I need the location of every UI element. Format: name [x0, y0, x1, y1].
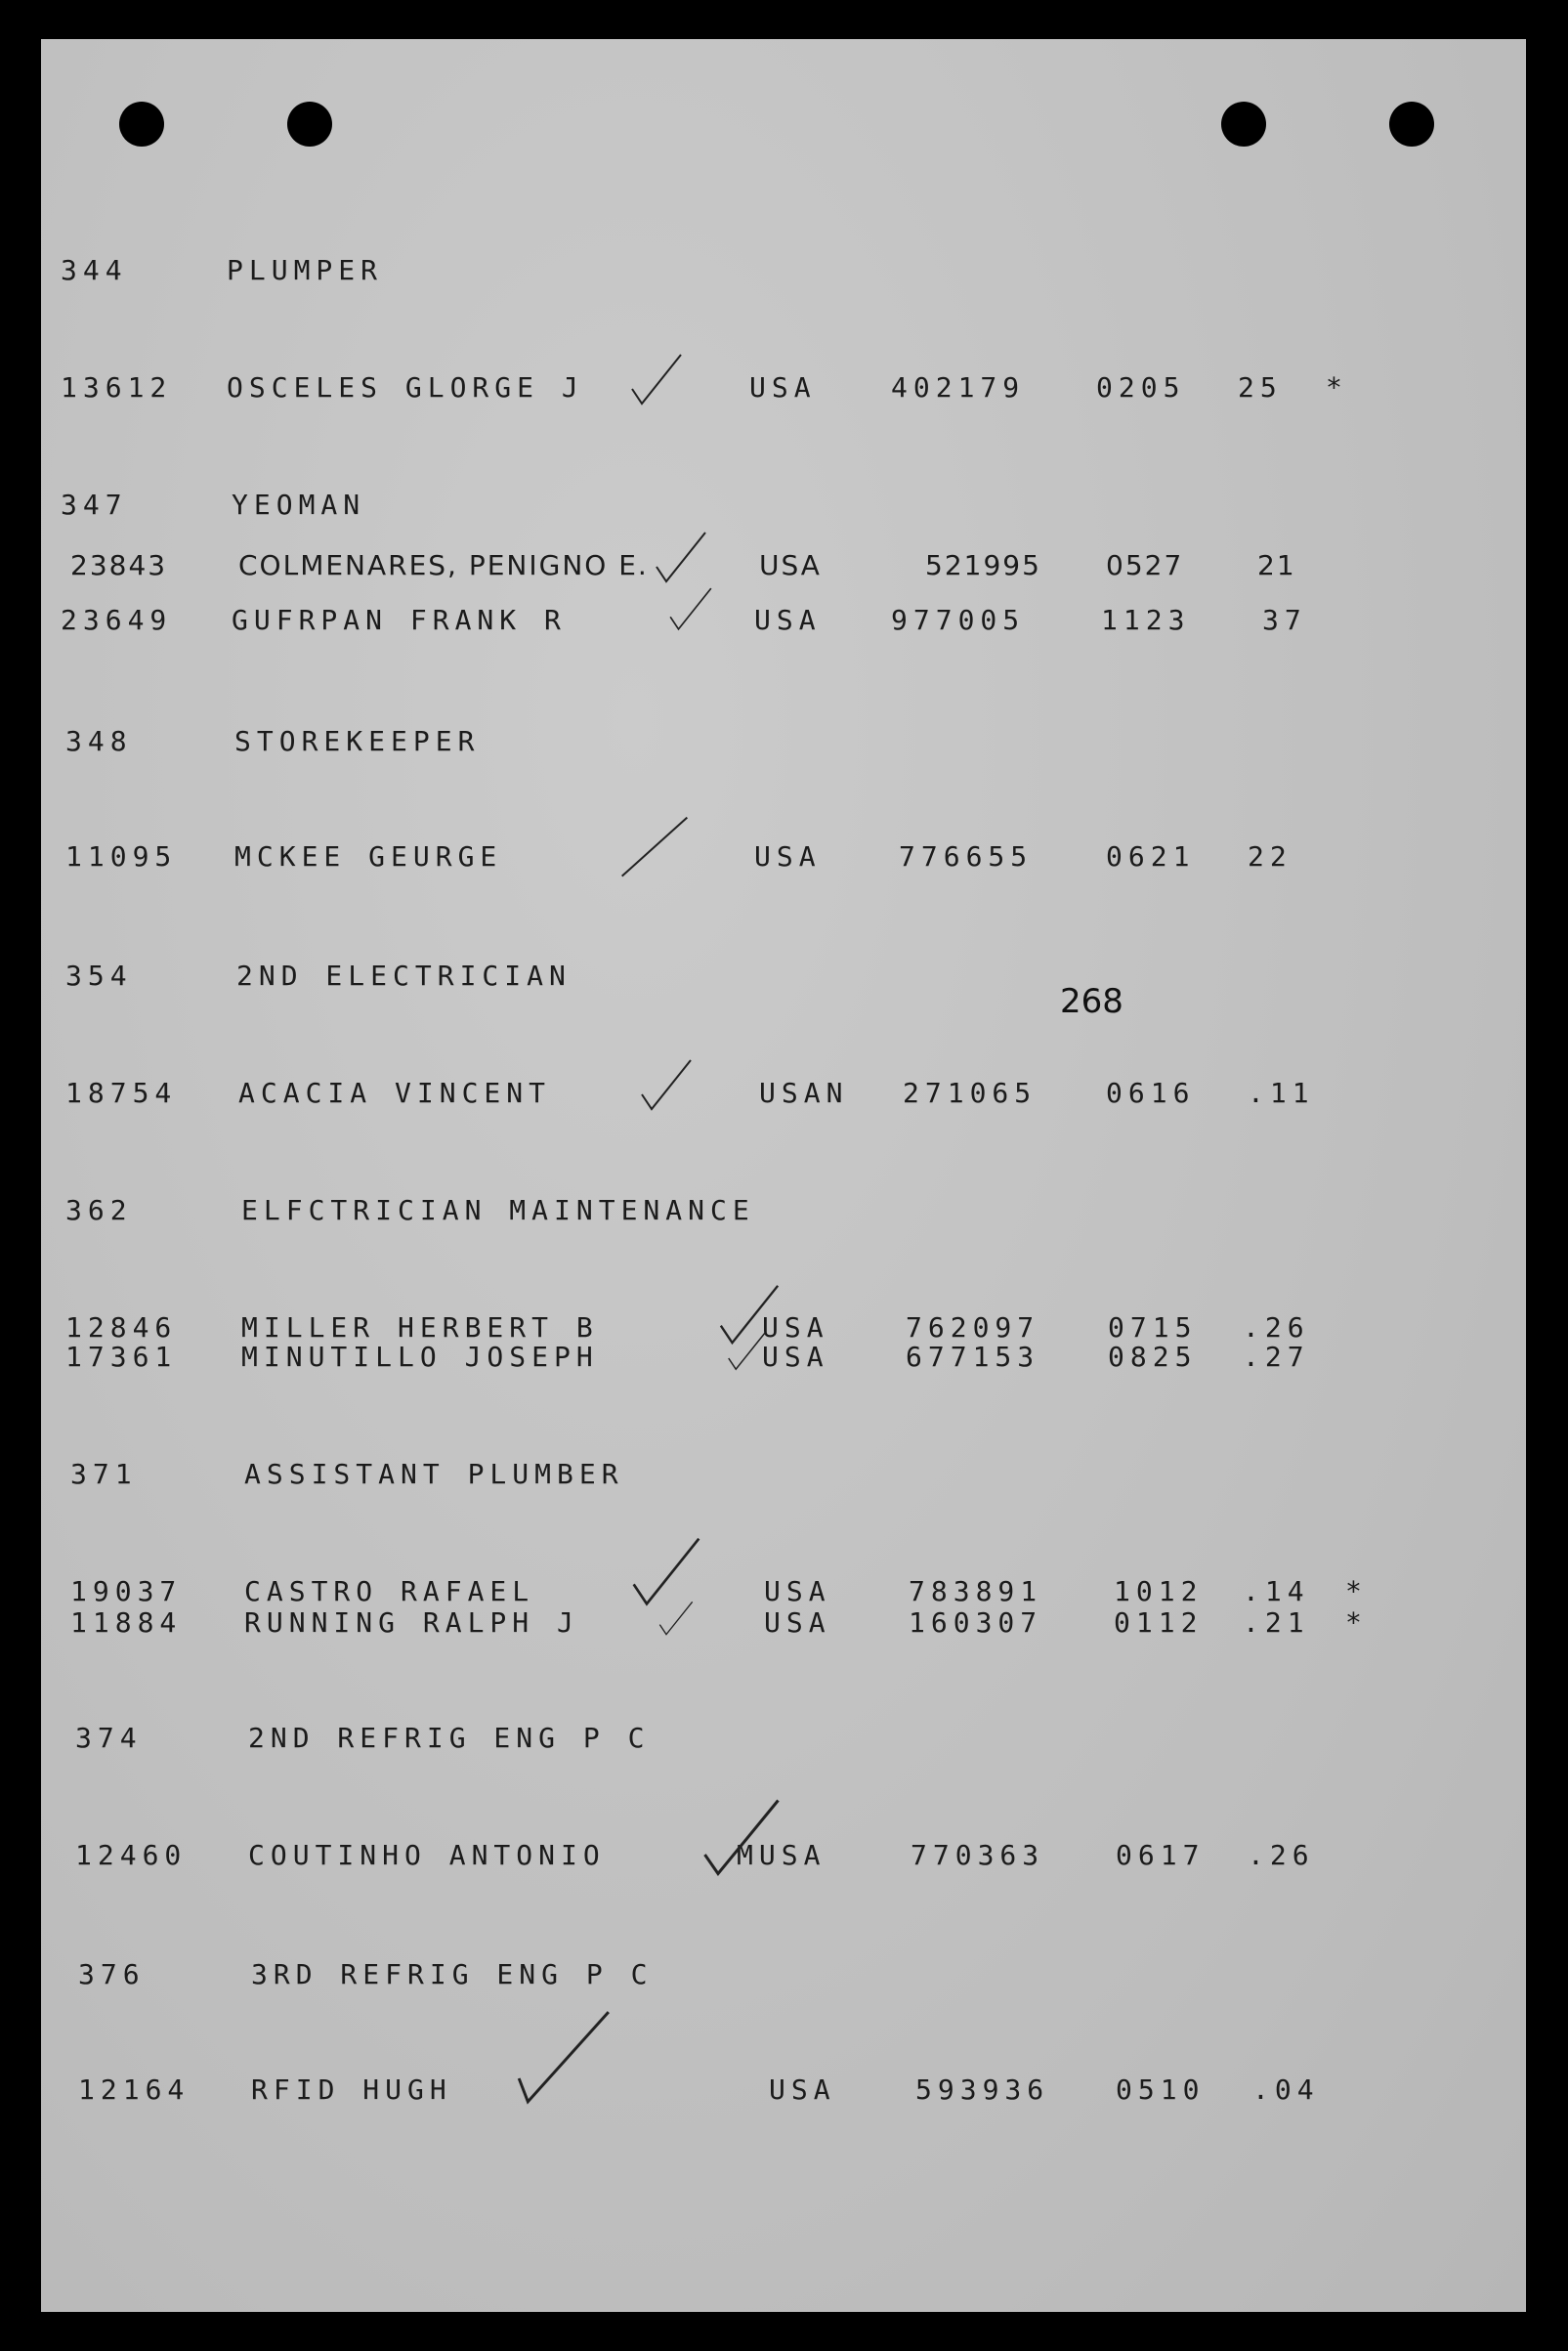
entry-number: 12460 [75, 1839, 188, 1871]
entry-number: 18754 [65, 1077, 178, 1109]
entry-nationality: USA [762, 1341, 829, 1373]
entry-number: 12164 [78, 2073, 191, 2106]
section-title: ASSISTANT PLUMBER [244, 1458, 624, 1490]
section-code: 344 [61, 254, 128, 286]
entry-value: .21 [1243, 1606, 1310, 1639]
table-row [41, 1341, 1310, 1380]
entry-value: 37 [1262, 604, 1307, 636]
entry-mark: * [1345, 1575, 1368, 1607]
punch-hole-icon [119, 102, 164, 147]
section-code: 374 [75, 1722, 143, 1754]
entry-mark: * [1326, 371, 1348, 404]
entry-name: OSCELES GLORGE J [227, 371, 584, 404]
entry-id: 677153 [906, 1341, 1040, 1373]
entry-id: 770363 [911, 1839, 1045, 1871]
entry-id: 783891 [909, 1575, 1043, 1607]
entry-name: CASTRO RAFAEL [244, 1575, 535, 1607]
entry-name: ACACIA VINCENT [238, 1077, 552, 1109]
section-title: 3RD REFRIG ENG P C [251, 1958, 654, 1990]
entry-nationality: USA [759, 549, 822, 581]
section-header [41, 254, 384, 293]
entry-id: 593936 [915, 2073, 1050, 2106]
punch-hole-icon [1389, 102, 1434, 147]
entry-code: 0510 [1116, 2073, 1206, 2106]
table-row [41, 1839, 1315, 1878]
entry-number: 11884 [70, 1606, 183, 1639]
entry-id: 521995 [925, 549, 1041, 581]
entry-nationality: USA [754, 840, 822, 873]
entry-value: .04 [1252, 2073, 1320, 2106]
section-title: YEOMAN [232, 489, 366, 521]
section-code: 376 [78, 1958, 146, 1990]
entry-name: COLMENARES, PENIGNO E. [238, 549, 649, 581]
section-header [41, 1722, 651, 1761]
section-title: PLUMPER [227, 254, 384, 286]
table-row [41, 549, 1296, 588]
entry-value: .11 [1248, 1077, 1315, 1109]
document-sheet [41, 39, 1526, 2312]
entry-code: 0616 [1106, 1077, 1196, 1109]
table-row [41, 371, 1348, 410]
entry-id: 776655 [899, 840, 1034, 873]
punch-hole-icon [1221, 102, 1266, 147]
checkmark-icon [637, 1055, 696, 1114]
section-header [41, 960, 572, 999]
entry-value: .26 [1248, 1839, 1315, 1871]
entry-name: GUFRPAN FRANK R [232, 604, 567, 636]
entry-nationality: USA [749, 371, 817, 404]
entry-id: 762097 [906, 1311, 1040, 1344]
section-title: STOREKEEPER [234, 725, 481, 757]
section-code: 348 [65, 725, 133, 757]
entry-id: 160307 [909, 1606, 1043, 1639]
entry-name: MILLER HERBERT B [241, 1311, 599, 1344]
checkmark-icon [725, 1329, 769, 1373]
entry-name: COUTINHO ANTONIO [248, 1839, 606, 1871]
checkmark-icon [510, 2003, 617, 2111]
entry-nationality: USA [769, 2073, 836, 2106]
entry-code: 0621 [1106, 840, 1196, 873]
table-row [41, 1077, 1315, 1116]
entry-name: MCKEE GEURGE [234, 840, 503, 873]
section-title: ELFCTRICIAN MAINTENANCE [241, 1194, 755, 1226]
entry-number: 19037 [70, 1575, 183, 1607]
section-title: 2ND ELECTRICIAN [236, 960, 572, 992]
table-row [41, 1606, 1368, 1646]
entry-code: 0527 [1106, 549, 1184, 581]
section-header [41, 1458, 624, 1497]
table-row [41, 2073, 1320, 2113]
section-code: 371 [70, 1458, 138, 1490]
page-number: 268 [1060, 982, 1123, 1021]
entry-mark: * [1345, 1606, 1368, 1639]
entry-number: 23843 [70, 549, 168, 581]
section-code: 354 [65, 960, 133, 992]
table-row [41, 604, 1307, 643]
entry-id: 977005 [891, 604, 1026, 636]
entry-nationality: USA [764, 1575, 831, 1607]
checkmark-icon [615, 811, 694, 889]
section-header [41, 1194, 755, 1233]
entry-number: 12846 [65, 1311, 178, 1344]
entry-code: 0205 [1096, 371, 1186, 404]
entry-code: 1012 [1114, 1575, 1204, 1607]
entry-value: 21 [1257, 549, 1296, 581]
entry-nationality: MUSA [737, 1839, 826, 1871]
entry-number: 23649 [61, 604, 173, 636]
entry-id: 271065 [903, 1077, 1038, 1109]
entry-code: 0715 [1108, 1311, 1198, 1344]
entry-value: .14 [1243, 1575, 1310, 1607]
punch-hole-icon [287, 102, 332, 147]
entry-nationality: USA [754, 604, 822, 636]
entry-id: 402179 [891, 371, 1026, 404]
entry-code: 0617 [1116, 1839, 1206, 1871]
entry-name: MINUTILLO JOSEPH [241, 1341, 599, 1373]
checkmark-icon [627, 350, 686, 408]
entry-number: 13612 [61, 371, 173, 404]
entry-code: 0112 [1114, 1606, 1204, 1639]
table-row [41, 840, 1293, 879]
section-header [41, 725, 481, 764]
section-header [41, 489, 366, 528]
entry-code: 1123 [1101, 604, 1191, 636]
entry-code: 0825 [1108, 1341, 1198, 1373]
entry-name: RUNNING RALPH J [244, 1606, 579, 1639]
entry-value: .27 [1243, 1341, 1310, 1373]
entry-nationality: USA [764, 1606, 831, 1639]
section-title: 2ND REFRIG ENG P C [248, 1722, 651, 1754]
section-code: 362 [65, 1194, 133, 1226]
entry-name: RFID HUGH [251, 2073, 452, 2106]
entry-value: 22 [1248, 840, 1293, 873]
section-code: 347 [61, 489, 128, 521]
checkmark-icon [657, 1599, 696, 1638]
checkmark-icon [698, 1793, 785, 1881]
entry-nationality: USA [762, 1311, 829, 1344]
entry-value: 25 [1238, 371, 1283, 404]
entry-nationality: USAN [759, 1077, 849, 1109]
entry-number: 17361 [65, 1341, 178, 1373]
checkmark-icon [666, 584, 715, 633]
checkmark-icon [652, 528, 710, 586]
entry-number: 11095 [65, 840, 178, 873]
entry-value: .26 [1243, 1311, 1310, 1344]
section-header [41, 1958, 654, 1997]
